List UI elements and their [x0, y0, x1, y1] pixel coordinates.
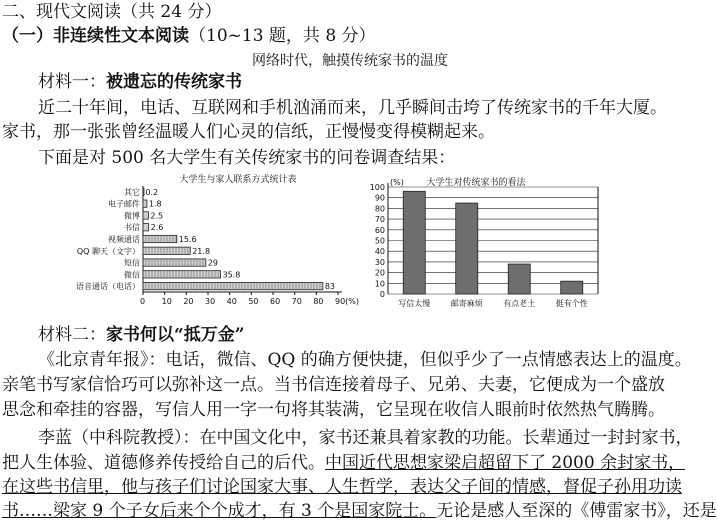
- material2-para2-line3: 在这些书信里，他与孩子们讨论国家大事、人生哲学，表达父子间的情感，督促子孙用功读: [2, 477, 682, 497]
- chart2-y-tick-label: 80: [374, 204, 385, 214]
- material2-para2-line2: [2, 453, 685, 474]
- chart2-y-tick-label: 60: [374, 225, 385, 235]
- chart1-value-label: 35.8: [222, 270, 241, 280]
- chart1-bar: [143, 188, 144, 195]
- survey-charts: [76, 172, 692, 314]
- chart1-title: 大学生与家人联系方式统计表: [179, 175, 297, 185]
- material1-label: 材料一：: [38, 72, 106, 92]
- chart2-y-label: (%): [390, 178, 404, 187]
- chart2-y-tick-label: 100: [369, 183, 385, 192]
- chart1-x-tick-label: 40: [226, 297, 237, 306]
- chart2-y-tick-label: 70: [374, 215, 385, 225]
- material1-para1-line1: 近二十年间，电话、互联网和手机汹涌而来，几乎瞬间击垮了传统家书的千年大厦。: [38, 98, 667, 118]
- chart2-category-label: 写信太慢: [398, 299, 431, 308]
- chart1-category-label: QQ 聊天（文字）: [76, 246, 140, 256]
- chart1-value-label: 21.8: [192, 246, 211, 256]
- chart1-bar: [143, 200, 147, 207]
- chart1-value-label: 29: [207, 258, 219, 268]
- chart1-category-label: 语音通话（电话）: [76, 282, 140, 292]
- chart1-x-tick-label: 70: [291, 297, 302, 306]
- chart1-bar: [143, 247, 190, 254]
- material2-title: 家书何以“抵万金”: [106, 325, 245, 345]
- chart2-y-tick-label: 90: [374, 193, 385, 203]
- chart1-x-tick-label: 50: [248, 297, 259, 306]
- chart1-x-tick-label: 10: [161, 297, 172, 306]
- chart1-category-label: 电子邮件: [108, 199, 140, 209]
- chart2-bar: [456, 203, 478, 294]
- material2-para2-line1: 李蓝（中科院教授）：在中国文化中，家书还兼具着家教的功能。长辈通过一封封家书，: [38, 428, 693, 448]
- chart1-category-label: 微信: [124, 270, 140, 280]
- chart2-y-tick-label: 30: [374, 257, 385, 267]
- material2-label: 材料二：: [38, 325, 106, 345]
- chart2-title: 大学生对传统家书的看法: [426, 178, 526, 188]
- chart2-y-tick-label: 40: [374, 247, 385, 257]
- material2-para1-line2: 亲笔书写家信恰巧可以弥补这一点。当书信连接着母子、兄弟、夫妻，它便成为一个盛放: [2, 375, 665, 395]
- material2-para1-line3: 思念和牵挂的容器，写信人用一字一句将其装满，它呈现在收信人眼前时依然热气腾腾。: [2, 400, 665, 420]
- para2-line4-underlined: 书……梁家 9 个子女后来个个成才，有 3 个是国家院士。: [2, 501, 437, 521]
- material2-para2-line4: [2, 501, 717, 522]
- chart1-value-label: 2.5: [150, 211, 164, 221]
- material1-title: 被遗忘的传统家书: [106, 72, 242, 92]
- chart2-bar: [561, 281, 583, 294]
- article-title: 网络时代，触摸传统家书的温度: [252, 53, 448, 69]
- chart1-bar: [143, 259, 206, 266]
- chart1-category-label: 微博: [124, 211, 140, 221]
- chart2-category-label: 有点老土: [503, 299, 536, 308]
- chart2-y-tick-label: 0: [379, 290, 385, 299]
- chart1-x-tick-label: 80: [313, 297, 324, 306]
- chart2-category-label: 邮寄麻烦: [450, 299, 483, 308]
- para2-line4-plain: 无论是感人至深的《傅雷家书》，还是: [436, 501, 717, 521]
- chart1-value-label: 0.2: [145, 187, 159, 197]
- chart2-y-tick-label: 20: [374, 268, 385, 278]
- chart1-bar: [143, 224, 149, 231]
- chart1-value-label: 1.8: [148, 199, 162, 209]
- chart1-category-label: 其它: [124, 187, 140, 197]
- chart1-category-label: 短信: [124, 258, 140, 268]
- chart1-category-label: 书信: [124, 223, 140, 233]
- chart2-y-tick-label: 10: [374, 279, 385, 289]
- part-heading: [2, 26, 376, 47]
- material2-heading: [38, 325, 245, 346]
- chart1-bar: [143, 235, 177, 242]
- section-heading: 二、现代文阅读（共 24 分）: [2, 2, 222, 22]
- chart1-x-tick-label: 30: [205, 297, 216, 306]
- para2-line2-plain: 把人生体验、道德修养传授给自己的后代。: [2, 453, 325, 473]
- chart2-category-label: 挺有个性: [555, 299, 588, 308]
- chart2-y-tick-label: 50: [374, 236, 385, 246]
- survey-intro: 下面是对 500 名大学生有关传统家书的问卷调查结果：: [38, 148, 456, 168]
- chart1-value-label: 83: [324, 282, 336, 292]
- part-heading-rest: （10~13 题，共 8 分）: [189, 26, 376, 46]
- chart1-x-tick-label: 90(%): [335, 297, 360, 306]
- chart1-x-tick-label: 20: [183, 297, 194, 306]
- material2-para1-line1: 《北京青年报》：电话，微信、QQ 的确方便快捷，但似乎少了一点情感表达上的温度。: [38, 350, 692, 370]
- chart1-x-tick-label: 0: [140, 297, 146, 306]
- material1-heading: [38, 72, 242, 93]
- chart1-bar: [143, 212, 148, 219]
- part-heading-bold: （一）非连续性文本阅读: [2, 26, 189, 46]
- para2-line2-underlined: 中国近代思想家梁启超留下了 2000 余封家书，: [325, 453, 686, 473]
- material1-para1-line2: 家书，那一张张曾经温暖人们心灵的信纸，正慢慢变得模糊起来。: [2, 122, 495, 142]
- chart1-category-label: 视频通话: [108, 235, 140, 244]
- chart1-x-tick-label: 60: [270, 297, 281, 306]
- chart1-value-label: 2.6: [150, 223, 164, 233]
- chart2-bar: [508, 264, 530, 294]
- chart2-bar: [403, 191, 425, 294]
- chart1-value-label: 15.6: [178, 235, 197, 244]
